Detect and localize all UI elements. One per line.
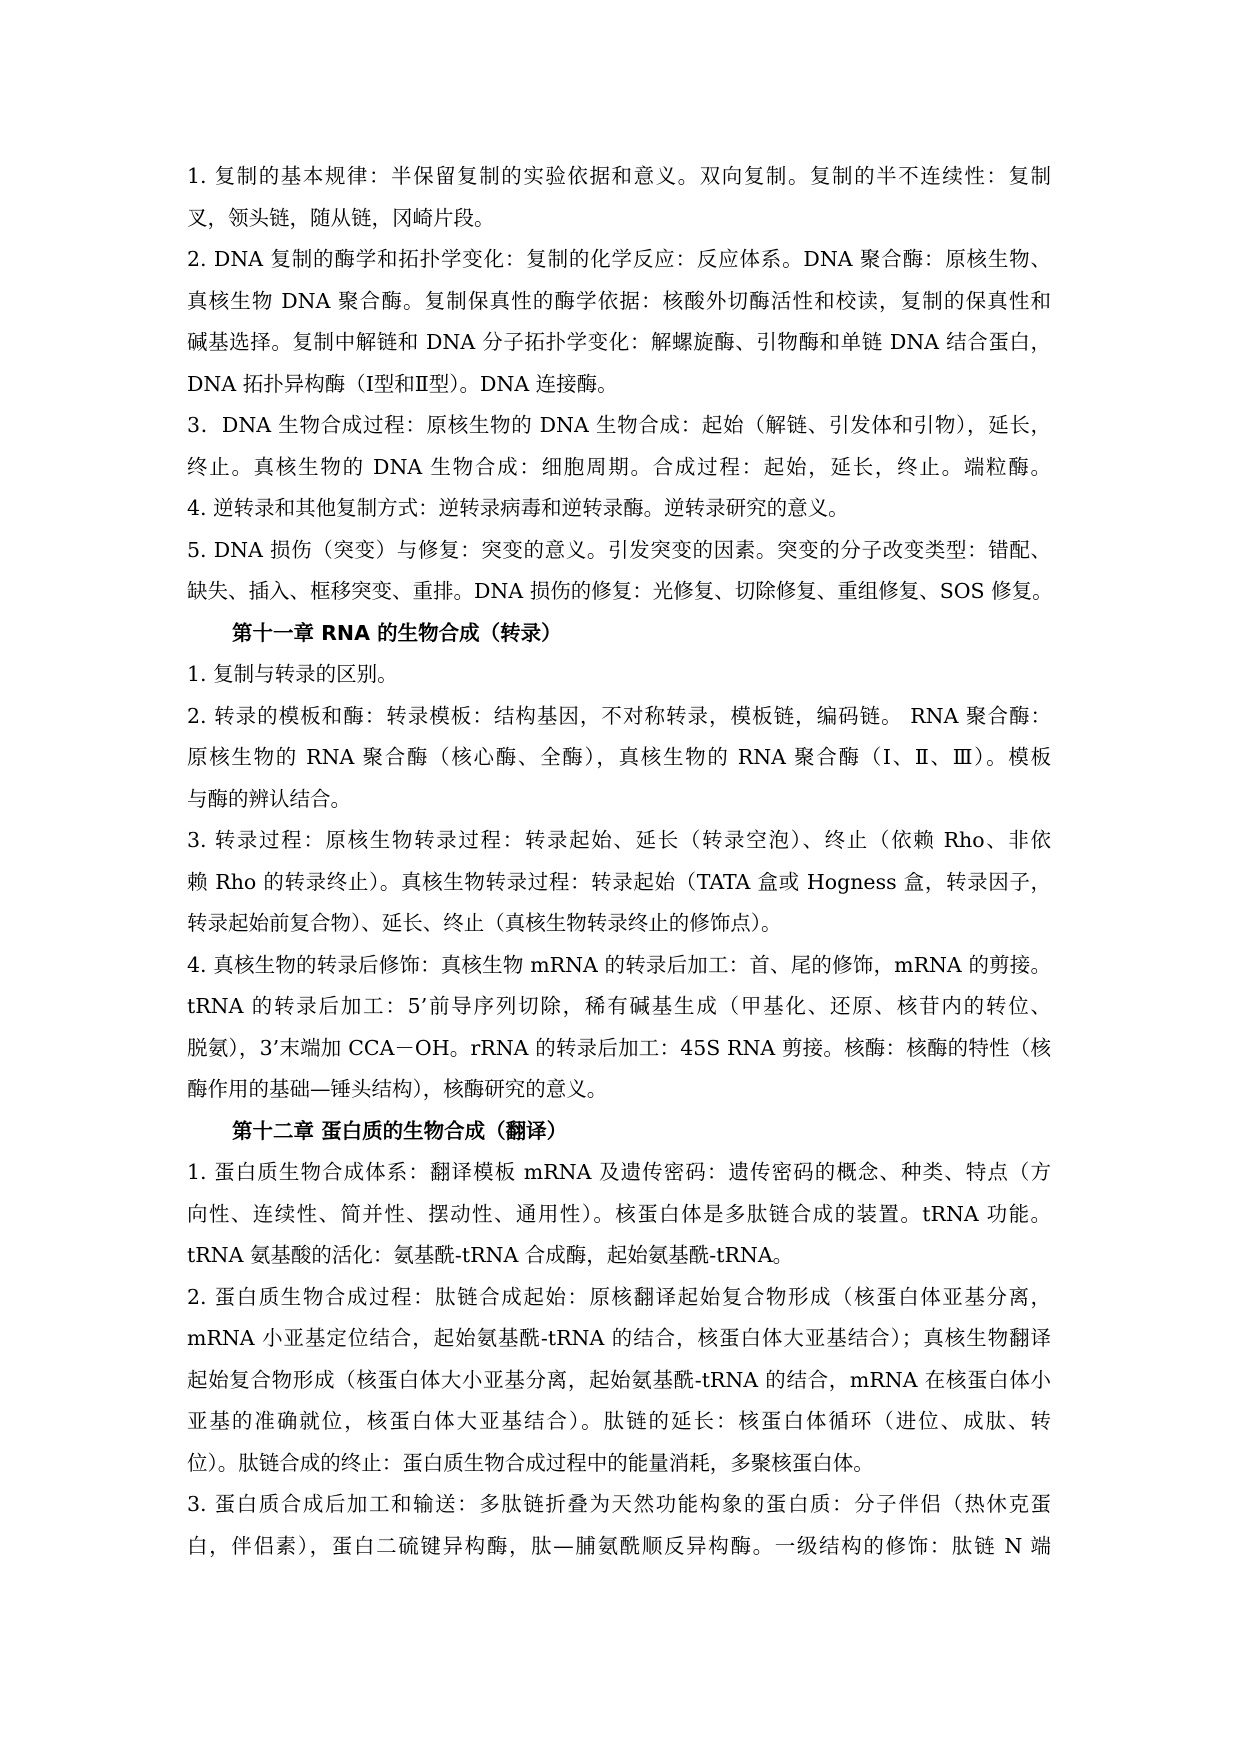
text-line: tRNA 的转录后加工：5’前导序列切除，稀有碱基生成（甲基化、还原、核苷内的转位、 — [187, 994, 1051, 1018]
text-line: 2. 蛋白质生物合成过程：肽链合成起始：原核翻译起始复合物形成（核蛋白体亚基分离， — [187, 1284, 1051, 1309]
text-line: 真核生物 DNA 聚合酶。复制保真性的酶学依据：核酸外切酶活性和校读，复制的保真性和 — [187, 288, 1051, 313]
text-line: 亚基的准确就位，核蛋白体大亚基结合）。肽链的延长：核蛋白体循环（进位、成肽、转 — [187, 1409, 1051, 1433]
paragraph-dna-biosynthesis — [187, 405, 1051, 488]
paragraph-reverse-transcription — [187, 488, 1051, 530]
paragraph-protein-synthesis-system — [187, 1152, 1051, 1277]
text-line: 酶作用的基础—锤头结构），核酶研究的意义。 — [187, 1077, 608, 1101]
text-line: tRNA 氨基酸的活化：氨基酰-tRNA 合成酶，起始氨基酰-tRNA。 — [187, 1243, 794, 1267]
text-line: 起始复合物形成（核蛋白体大小亚基分离，起始氨基酰-tRNA 的结合，mRNA 在核蛋白体小 — [187, 1367, 1051, 1392]
text-line: 2. DNA 复制的酶学和拓扑学变化：复制的化学反应：反应体系。DNA 聚合酶：原核生物、 — [187, 247, 1051, 271]
text-line: 脱氨），3’末端加 CCA－OH。rRNA 的转录后加工：45S RNA 剪接。核酶：核酶的特性（核 — [187, 1035, 1051, 1060]
paragraph-post-translational-processing — [187, 1484, 1051, 1567]
text-line: 转录起始前复合物）、延长、终止（真核生物转录终止的修饰点）。 — [187, 911, 782, 935]
text-line: 与酶的辨认结合。 — [187, 786, 351, 811]
text-line: 叉，领头链，随从链，冈崎片段。 — [187, 205, 495, 230]
text-line: 终止。真核生物的 DNA 生物合成：细胞周期。合成过程：起始，延长，终止。端粒酶。 — [187, 454, 1051, 479]
chapter-12-heading: 第十二章 蛋白质的生物合成（翻译） — [232, 1118, 568, 1143]
text-line: 5. DNA 损伤（突变）与修复：突变的意义。引发突变的因素。突变的分子改变类型：错配、 — [187, 537, 1051, 562]
paragraph-transcription-process — [187, 820, 1051, 945]
paragraph-post-transcriptional-modification — [187, 945, 1051, 1111]
text-line: 3. 蛋白质合成后加工和输送：多肽链折叠为天然功能构象的蛋白质：分子伴侣（热休克蛋 — [187, 1492, 1051, 1516]
paragraph-protein-synthesis-process — [187, 1277, 1051, 1485]
paragraph-dna-replication-enzymes — [187, 239, 1051, 405]
text-line: 缺失、插入、框移突变、重排。DNA 损伤的修复：光修复、切除修复、重组修复、SOS 修复。 — [187, 579, 1053, 603]
chapter-11-heading: 第十一章 RNA 的生物合成（转录） — [232, 620, 562, 645]
text-line: 白，伴侣素），蛋白二硫键异构酶，肽—脯氨酰顺反异构酶。一级结构的修饰：肽链 N 端 — [187, 1533, 1051, 1558]
text-line: 赖 Rho 的转录终止）。真核生物转录过程：转录起始（TATA 盒或 Hogness 盒，转录因子， — [187, 869, 1051, 894]
paragraph-dna-damage-repair — [187, 530, 1051, 613]
text-line: 1. 复制与转录的区别。 — [187, 662, 398, 686]
text-line: 原核生物的 RNA 聚合酶（核心酶、全酶），真核生物的 RNA 聚合酶（Ⅰ、Ⅱ、Ⅲ）。模板 — [187, 745, 1051, 769]
paragraph-replication-vs-transcription — [187, 654, 1051, 696]
paragraph-replication-rules — [187, 156, 1051, 239]
text-line: DNA 拓扑异构酶（Ⅰ型和Ⅱ型）。DNA 连接酶。 — [187, 371, 618, 396]
text-line: 3．DNA 生物合成过程：原核生物的 DNA 生物合成：起始（解链、引发体和引物），延长， — [187, 413, 1051, 437]
text-line: 4. 逆转录和其他复制方式：逆转录病毒和逆转录酶。逆转录研究的意义。 — [187, 496, 849, 520]
text-line: 1. 蛋白质生物合成体系：翻译模板 mRNA 及遗传密码：遗传密码的概念、种类、特点（方 — [187, 1160, 1051, 1184]
text-line: 3. 转录过程：原核生物转录过程：转录起始、延长（转录空泡）、终止（依赖 Rho、非依 — [187, 828, 1051, 852]
text-line: 向性、连续性、简并性、摆动性、通用性）。核蛋白体是多肽链合成的装置。tRNA 功能。 — [187, 1201, 1051, 1226]
paragraph-transcription-template-enzyme — [187, 696, 1051, 821]
text-line: 碱基选择。复制中解链和 DNA 分子拓扑学变化：解螺旋酶、引物酶和单链 DNA 结合蛋白， — [187, 330, 1051, 354]
document-page — [187, 156, 1051, 1567]
text-line: 2. 转录的模板和酶：转录模板：结构基因，不对称转录，模板链，编码链。 RNA 聚合酶： — [187, 703, 1051, 728]
text-line: 位）。肽链合成的终止：蛋白质生物合成过程中的能量消耗，多聚核蛋白体。 — [187, 1450, 874, 1475]
text-line: mRNA 小亚基定位结合，起始氨基酰-tRNA 的结合，核蛋白体大亚基结合）；真核生物翻译 — [187, 1326, 1051, 1350]
text-line: 4. 真核生物的转录后修饰：真核生物 mRNA 的转录后加工：首、尾的修饰，mRNA 的剪接。 — [187, 952, 1051, 977]
text-line: 1. 复制的基本规律：半保留复制的实验依据和意义。双向复制。复制的半不连续性：复制 — [187, 164, 1051, 188]
